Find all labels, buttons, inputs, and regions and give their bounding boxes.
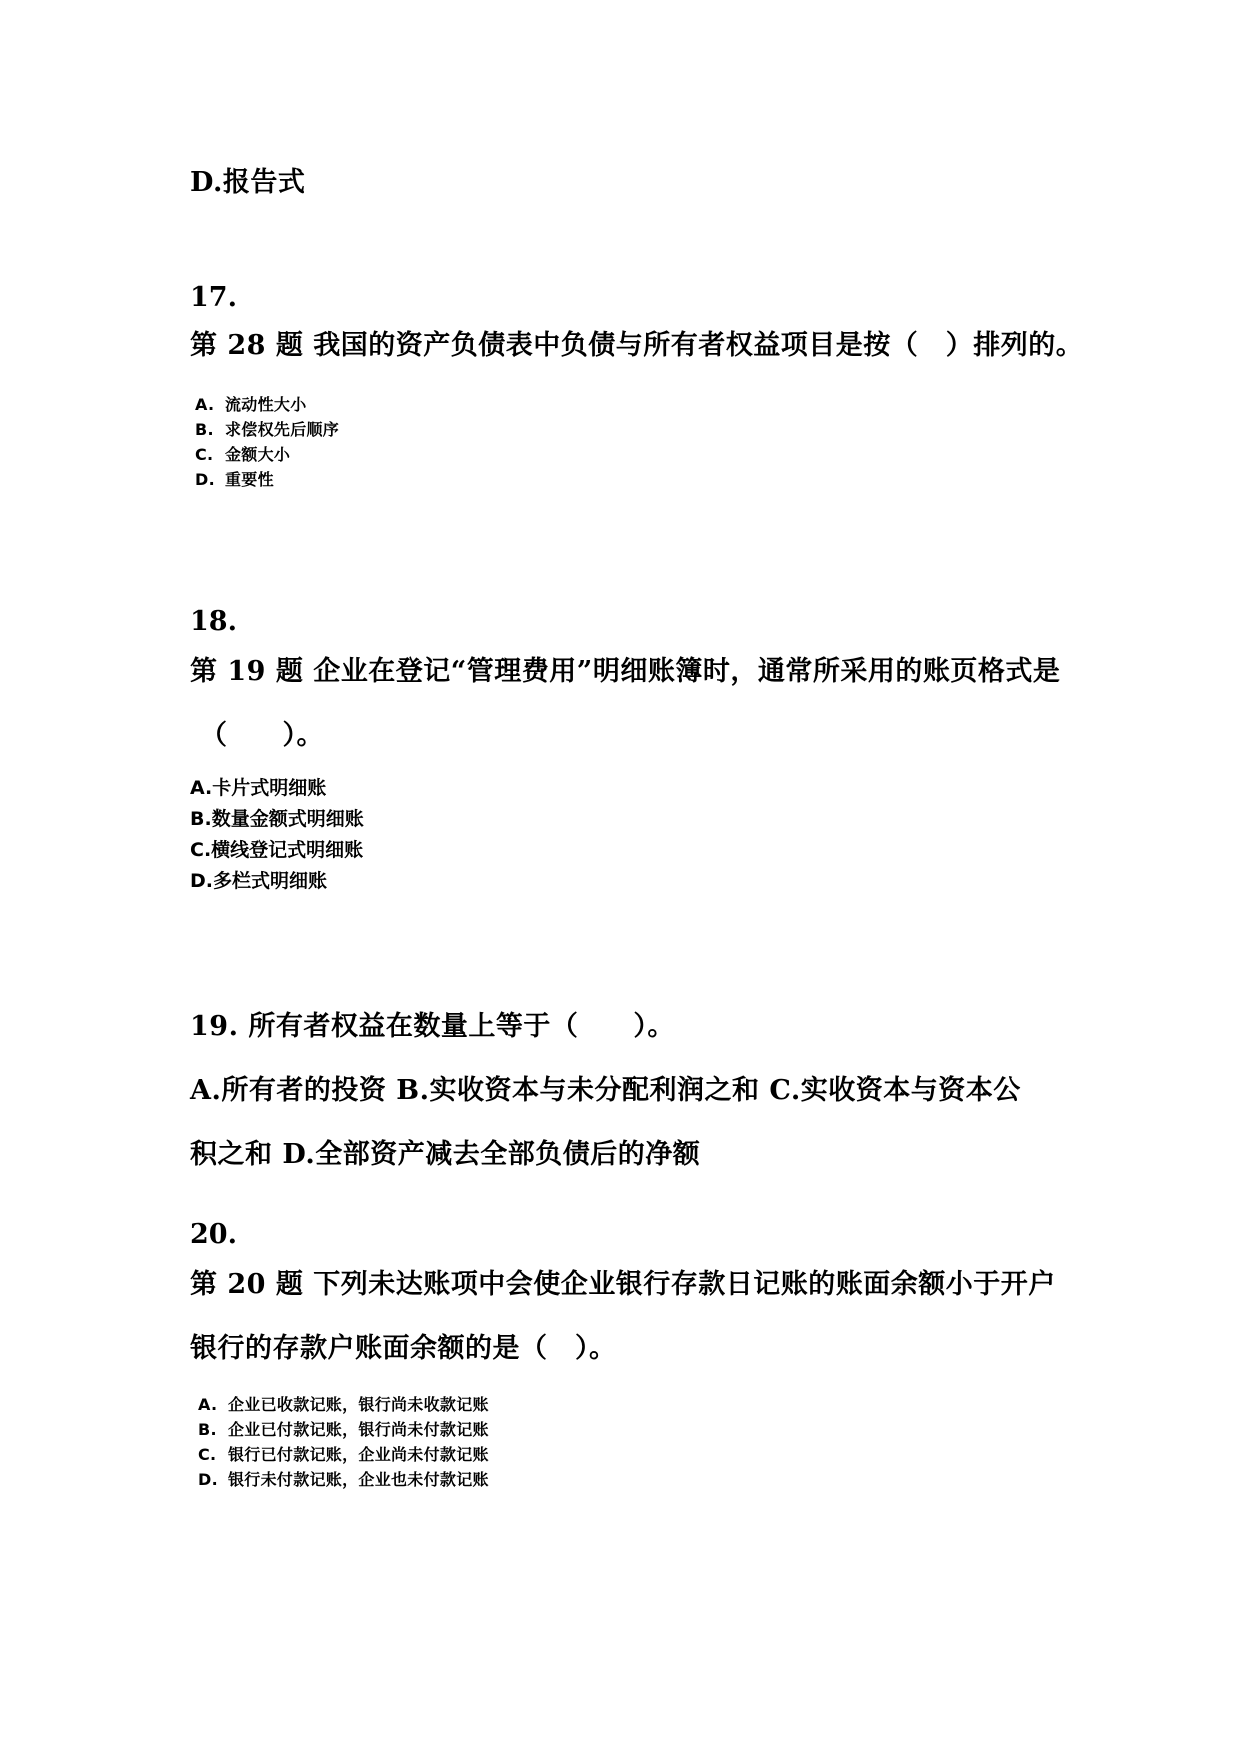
option-text: 数量金额式明细账 <box>211 808 364 830</box>
q19-stem: 19. 所有者权益在数量上等于（ ）。 <box>190 1011 675 1042</box>
option-letter: A. <box>198 1395 218 1414</box>
q19-options-line1: A.所有者的投资 B.实收资本与未分配利润之和 C.实收资本与资本公 <box>190 1075 1021 1106</box>
q18-option-a <box>190 773 326 800</box>
option-text: 卡片式明细账 <box>212 777 327 799</box>
q20-option-c <box>198 1442 489 1465</box>
q20-stem-line2: 银行的存款户账面余额的是（ ）。 <box>190 1333 617 1364</box>
option-letter: D. <box>190 870 213 892</box>
prev-question-option-d: D.报告式 <box>190 167 306 198</box>
q18-option-c <box>190 835 363 862</box>
q20-option-a <box>198 1392 489 1415</box>
option-letter: D. <box>195 470 215 489</box>
q20-number: 20. <box>190 1219 237 1250</box>
q17-option-b <box>195 417 339 440</box>
option-text: 多栏式明细账 <box>213 870 328 892</box>
option-letter: B. <box>190 808 212 830</box>
q17-option-d <box>195 467 274 490</box>
option-text: 重要性 <box>225 470 274 489</box>
q20-stem-line1: 第 20 题 下列未达账项中会使企业银行存款日记账的账面余额小于开户 <box>190 1269 1056 1300</box>
q18-option-b <box>190 804 364 831</box>
option-text: 银行已付款记账，企业尚未付款记账 <box>228 1445 489 1464</box>
option-text: 横线登记式明细账 <box>211 839 364 861</box>
q20-option-d <box>198 1467 489 1490</box>
q17-option-c <box>195 442 290 465</box>
q18-stem-line1: 第 19 题 企业在登记“管理费用”明细账簿时，通常所采用的账页格式是 <box>190 656 1061 687</box>
q17-number: 17. <box>190 282 237 313</box>
option-letter: D. <box>198 1470 218 1489</box>
q20-option-b <box>198 1417 489 1440</box>
q19-options-line2: 积之和 D.全部资产减去全部负债后的净额 <box>190 1139 701 1170</box>
option-letter: A. <box>190 777 213 799</box>
option-text: 银行未付款记账，企业也未付款记账 <box>228 1470 489 1489</box>
option-text: 企业已付款记账，银行尚未付款记账 <box>228 1420 489 1439</box>
option-text: 金额大小 <box>225 445 291 464</box>
option-letter: B. <box>198 1420 217 1439</box>
option-letter: C. <box>190 839 212 861</box>
option-text: 企业已收款记账，银行尚未收款记账 <box>228 1395 489 1414</box>
q18-stem-line2: （ ）。 <box>200 720 324 751</box>
option-letter: B. <box>195 420 214 439</box>
option-letter: C. <box>198 1445 217 1464</box>
option-text: 求偿权先后顺序 <box>225 420 340 439</box>
option-text: 流动性大小 <box>225 395 307 414</box>
option-letter: A. <box>195 395 215 414</box>
q18-option-d <box>190 866 327 893</box>
option-letter: C. <box>195 445 214 464</box>
q17-stem: 第 28 题 我国的资产负债表中负债与所有者权益项目是按（ ）排列的。 <box>190 330 1084 361</box>
q18-number: 18. <box>190 606 237 637</box>
q17-option-a <box>195 392 307 415</box>
